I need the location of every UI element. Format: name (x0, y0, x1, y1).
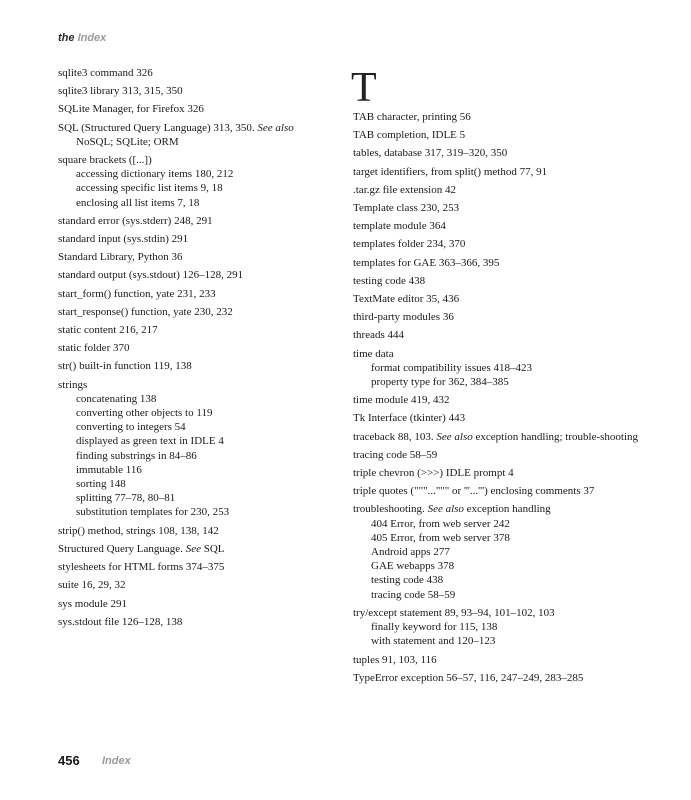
index-entry (58, 121, 326, 149)
index-entry (353, 219, 643, 233)
index-subentry: accessing specific list items 9, 18 (76, 182, 223, 195)
index-entry (353, 183, 643, 197)
index-entry (58, 84, 326, 98)
index-entry (58, 102, 326, 116)
index-term (353, 237, 643, 251)
index-subentry: accessing dictionary items 180, 212 (76, 168, 234, 181)
index-term-text: static content 216, 217 (58, 324, 158, 337)
index-entry (58, 560, 326, 574)
index-term-text: Standard Library, Python 36 (58, 251, 183, 264)
index-term-text: start_form() function, yate 231, 233 (58, 287, 216, 300)
index-entry (58, 232, 326, 246)
index-subentry: converting other objects to 119 (76, 407, 213, 420)
index-entry (58, 214, 326, 228)
index-term (58, 597, 326, 611)
index-term-text: stylesheets for HTML forms 374–375 (58, 561, 225, 574)
index-entry (353, 653, 643, 667)
index-term (353, 466, 643, 480)
index-subentry: finally keyword for 115, 138 (371, 621, 498, 634)
index-term (58, 524, 326, 538)
index-subentry: tracing code 58–59 (371, 588, 456, 601)
index-term (353, 128, 643, 142)
index-term-text: template module 364 (353, 220, 446, 233)
index-term (353, 328, 643, 342)
index-term-text: TextMate editor 35, 436 (353, 293, 460, 306)
index-entry (353, 328, 643, 342)
index-entry (353, 292, 643, 306)
index-term-text: Template class 230, 253 (353, 202, 460, 215)
index-term-text: TAB completion, IDLE 5 (353, 129, 466, 142)
index-entry (58, 542, 326, 556)
index-term (58, 305, 326, 319)
index-term-text: sqlite3 library 313, 315, 350 (58, 85, 183, 98)
index-column-right (353, 66, 643, 689)
index-entry (58, 378, 326, 520)
index-entry (58, 323, 326, 337)
index-subentry: concatenating 138 (76, 392, 157, 405)
index-entry (58, 359, 326, 373)
index-term (58, 102, 326, 116)
index-entry (353, 393, 643, 407)
index-subentry: Android apps 277 (371, 546, 450, 559)
index-term-text: templates for GAE 363–366, 395 (353, 256, 500, 269)
index-term-text: tables, database 317, 319–320, 350 (353, 147, 508, 160)
index-term-text: static folder 370 (58, 342, 130, 355)
index-subentry: splitting 77–78, 80–81 (76, 492, 176, 505)
index-term-text: time data (353, 347, 394, 360)
index-term (353, 146, 643, 160)
index-term-text: sys.stdout file 126–128, 138 (58, 615, 183, 628)
index-term-text: Tk Interface (tkinter) 443 (353, 412, 466, 425)
index-entry (58, 153, 326, 210)
index-term (58, 232, 326, 246)
index-term (353, 219, 643, 233)
index-term (58, 214, 326, 228)
cross-reference: exception handling (463, 503, 551, 516)
index-entry (353, 274, 643, 288)
index-term-text: third-party modules 36 (353, 311, 454, 324)
index-term (353, 484, 643, 498)
index-entry (353, 484, 643, 498)
index-term (58, 542, 326, 556)
index-term (353, 310, 643, 324)
index-term-text: standard error (sys.stderr) 248, 291 (58, 214, 213, 227)
index-term (58, 84, 326, 98)
index-term (353, 448, 643, 462)
index-column-left (58, 66, 326, 633)
index-term-text: triple quotes ("""...""" or '''...''') enclosing comments 37 (353, 485, 595, 498)
index-term (353, 671, 643, 685)
index-term-text: sqlite3 command 326 (58, 67, 153, 79)
see-reference: See also (257, 121, 294, 134)
index-term (353, 292, 643, 306)
index-entry (353, 146, 643, 160)
index-entry (58, 66, 326, 80)
index-subentry: substitution templates for 230, 253 (76, 506, 230, 519)
section-letter: T (351, 65, 377, 111)
index-entry (58, 615, 326, 629)
index-term (58, 560, 326, 574)
running-head (58, 32, 106, 44)
index-subentry: converting to integers 54 (76, 421, 186, 434)
index-term (353, 347, 643, 361)
index-subentry: GAE webapps 378 (371, 560, 455, 573)
index-term-text: .tar.gz file extension 42 (353, 183, 456, 196)
index-entry (353, 256, 643, 270)
index-entry (58, 597, 326, 611)
index-entry (58, 305, 326, 319)
see-reference: See also (427, 503, 464, 516)
index-entry (58, 578, 326, 592)
index-entry (353, 448, 643, 462)
index-term (58, 578, 326, 592)
cross-reference: SQL (200, 542, 225, 555)
index-term-text: try/except statement 89, 93–94, 101–102, 103 (353, 606, 555, 619)
cross-reference: NoSQL; SQLite; ORM (76, 135, 179, 148)
index-subentry: sorting 148 (76, 478, 126, 491)
index-term-text: time module 419, 432 (353, 394, 450, 407)
index-term-text: traceback 88, 103. (353, 430, 437, 443)
index-entry (353, 671, 643, 685)
index-subentry: 405 Error, from web server 378 (371, 531, 510, 544)
index-term (58, 268, 326, 282)
index-subentry: format compatibility issues 418–423 (371, 361, 533, 374)
index-entry (353, 347, 643, 390)
index-term-text: square brackets ([...]) (58, 154, 152, 167)
index-subentry: displayed as green text in IDLE 4 (76, 435, 224, 448)
index-subentry: testing code 438 (371, 574, 444, 587)
see-reference: See (185, 542, 201, 555)
index-entry (353, 128, 643, 142)
index-term (353, 256, 643, 270)
index-term (58, 121, 326, 149)
index-term (353, 165, 643, 179)
index-term-text: start_response() function, yate 230, 232 (58, 305, 233, 318)
page-number: 456 (58, 753, 80, 768)
index-term-text: testing code 438 (353, 274, 426, 287)
running-head-index: Index (77, 32, 107, 44)
index-term-text: triple chevron (>>>) IDLE prompt 4 (353, 467, 514, 480)
index-term (58, 250, 326, 264)
index-entry (353, 165, 643, 179)
index-term (353, 411, 643, 425)
index-subentry: property type for 362, 384–385 (371, 376, 509, 389)
index-subentry: with statement and 120–123 (371, 635, 496, 648)
index-term (58, 378, 326, 392)
index-term-text: standard output (sys.stdout) 126–128, 291 (58, 269, 244, 282)
index-term (353, 110, 643, 124)
index-term (58, 615, 326, 629)
index-term-text: strip() method, strings 108, 138, 142 (58, 524, 219, 537)
index-term-text: threads 444 (353, 329, 405, 342)
index-entry (353, 502, 643, 601)
footer-label: Index (102, 755, 131, 767)
index-term (58, 359, 326, 373)
index-term-text: sys module 291 (58, 597, 128, 610)
index-term-text: str() built-in function 119, 138 (58, 360, 192, 373)
running-head-the: the (58, 32, 75, 44)
index-term (353, 183, 643, 197)
index-entry (58, 287, 326, 301)
index-term-text: suite 16, 29, 32 (58, 579, 126, 592)
index-term-text: TypeError exception 56–57, 116, 247–249, 283–285 (353, 671, 584, 684)
index-entry (353, 110, 643, 124)
index-term-text: Structured Query Language. (58, 542, 186, 555)
index-term-text: target identifiers, from split() method 77, 91 (353, 165, 548, 178)
index-term (353, 606, 643, 620)
index-entry (58, 250, 326, 264)
index-entry (58, 341, 326, 355)
index-term-text: troubleshooting. (353, 503, 428, 516)
index-subentry: immutable 116 (76, 463, 142, 476)
index-subentry: finding substrings in 84–86 (76, 449, 197, 462)
cross-reference: exception handling; trouble-shooting (472, 430, 639, 443)
index-term (353, 430, 643, 444)
index-term (353, 653, 643, 667)
index-term (353, 393, 643, 407)
index-term-text: templates folder 234, 370 (353, 238, 466, 251)
index-entry (58, 524, 326, 538)
index-term (58, 341, 326, 355)
index-column-right-entries (353, 110, 643, 685)
index-entry (353, 310, 643, 324)
index-term-text: tuples 91, 103, 116 (353, 653, 437, 666)
see-reference: See also (436, 430, 473, 443)
index-term-text: strings (58, 378, 88, 391)
index-subentry: enclosing all list items 7, 18 (76, 196, 200, 209)
index-entry (353, 606, 643, 649)
index-term-text: standard input (sys.stdin) 291 (58, 233, 189, 246)
index-entry (353, 430, 643, 444)
index-term (353, 502, 643, 516)
index-term-text: SQL (Structured Query Language) 313, 350. (58, 121, 258, 134)
index-term (58, 153, 326, 167)
index-term-text: SQLite Manager, for Firefox 326 (58, 103, 204, 116)
index-term-text: TAB character, printing 56 (353, 111, 471, 123)
index-term (353, 274, 643, 288)
index-term (58, 323, 326, 337)
index-entry (353, 466, 643, 480)
index-term-text: tracing code 58–59 (353, 448, 438, 461)
index-subentry: 404 Error, from web server 242 (371, 517, 510, 530)
index-entry (58, 268, 326, 282)
index-term (353, 201, 643, 215)
index-term (58, 287, 326, 301)
index-entry (353, 237, 643, 251)
index-term (58, 66, 326, 80)
index-entry (353, 201, 643, 215)
index-entry (353, 411, 643, 425)
